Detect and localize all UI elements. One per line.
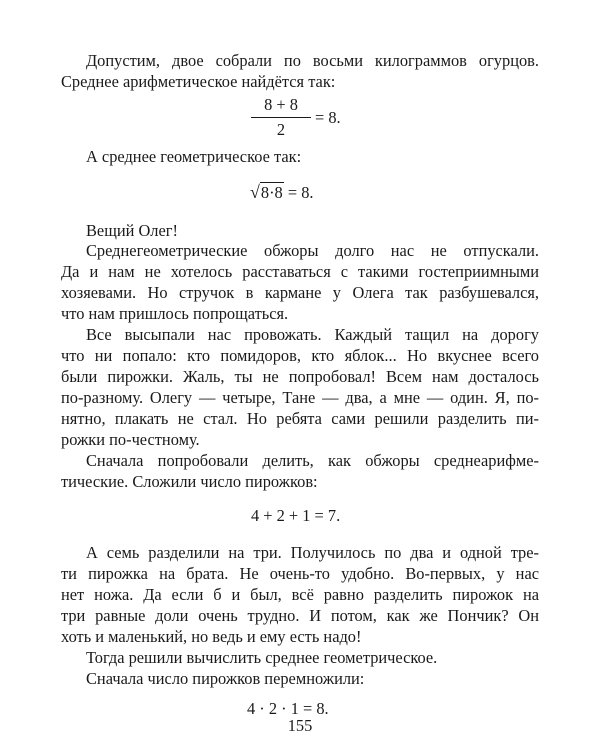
text-line: Среднее арифметическое найдётся так: [61,72,336,91]
page-number: 155 [287,716,313,735]
text-line: тические. Сложили число пирожков: [61,472,318,491]
text-line: три равные доли очень трудно. И потом, как же Пончик? Он [61,606,539,625]
radicand: 8·8 [260,183,283,202]
text-line: Сначала число пирожков перемножили: [86,669,365,688]
text-line: были пирожки. Жаль, ты не попробовал! Всем нам досталось [61,367,539,386]
text-line: Тогда решили вычислить среднее геометрическое. [86,648,438,667]
sum-formula: 4 + 2 + 1 = 7. [251,506,341,525]
text-line: что ни попало: кто помидоров, кто яблок... Но вкуснее всего [61,346,539,365]
text-line: А семь разделили на три. Получилось по два и одной тре- [86,543,539,562]
fraction-formula [251,95,311,140]
text-line: нет ножа. Да если б и был, всё равно разделить пирожок на [61,585,539,604]
product-formula: 4 · 2 · 1 = 8. [247,699,329,718]
text-line: ти пирожка на брата. Не очень-то удобно. Во-первых, у нас [61,564,539,583]
fraction-bar [251,117,311,118]
sqrt-result: = 8. [287,183,314,202]
fraction-numerator: 8 + 8 [264,95,298,114]
text-line: Сначала попробовали делить, как обжоры среднеарифме- [86,451,539,470]
text-line: нятно, плакать не стал. Но ребята сами решили разделить пи- [61,409,539,428]
text-line: хоть и маленький, но ведь и ему есть надо! [61,627,362,646]
fraction-result: = 8. [315,108,341,127]
radical-sign: √ [250,182,260,202]
fraction-denominator: 2 [276,120,286,139]
text-line: Допустим, двое собрали по восьми килограммов огурцов. [86,51,539,70]
text-line: Среднегеометрические обжоры долго нас не отпускали. [86,241,539,260]
text-line: хозяевами. Но стручок в кармане у Олега так разбушевался, [61,283,539,302]
sqrt-formula [250,182,314,203]
text-line: рожки по-честному. [61,430,200,449]
text-line: по-разному. Олегу — четыре, Тане — два, а мне — один. Я, по- [61,388,539,407]
text-line: Все высыпали нас провожать. Каждый тащил на дорогу [86,325,539,344]
text-line: Да и нам не хотелось расставаться с такими гостеприимными [61,262,539,281]
text-line: Вещий Олег! [86,221,178,240]
text-line: А среднее геометрическое так: [86,147,302,166]
text-line: что нам пришлось попрощаться. [61,304,289,323]
